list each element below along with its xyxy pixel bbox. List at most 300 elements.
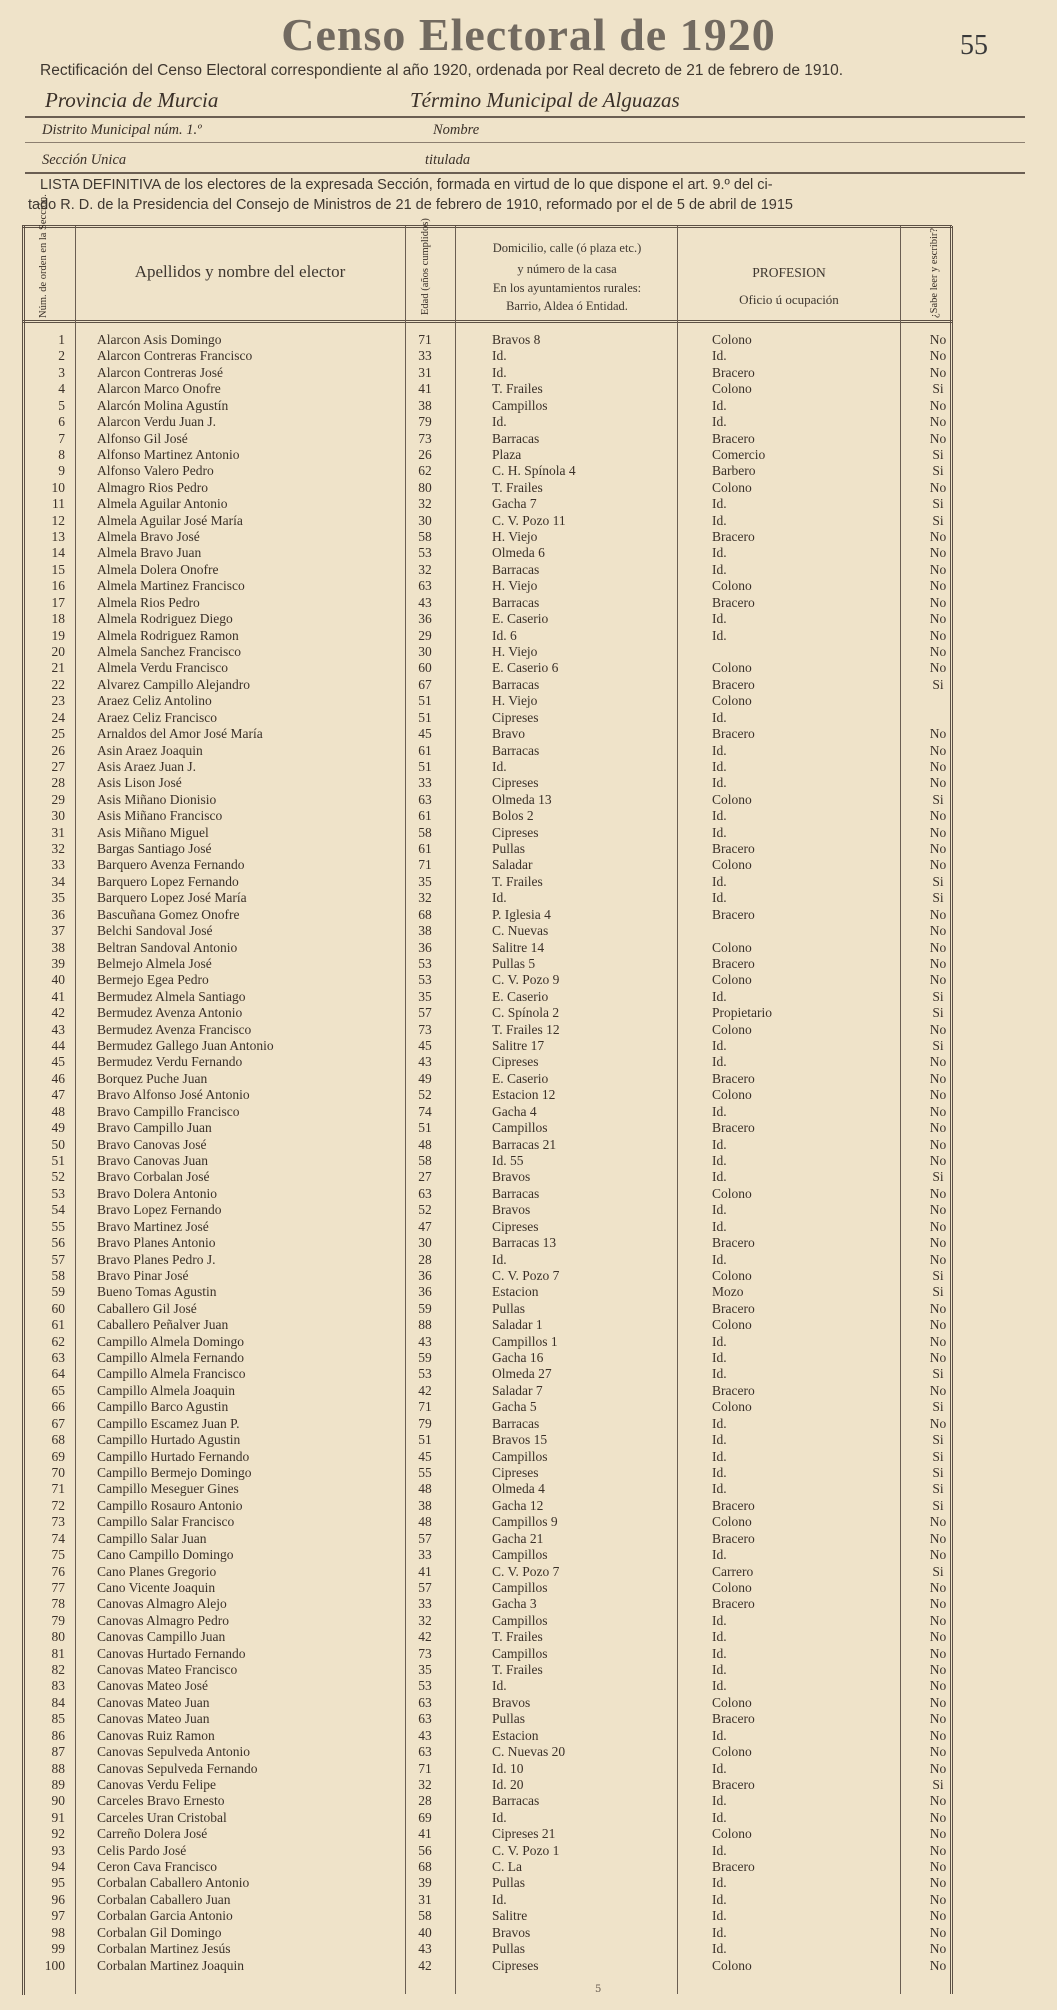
elector-domicilio: Plaza [492, 446, 522, 462]
elector-domicilio: T. Frailes [492, 1662, 543, 1678]
table-row [22, 1744, 952, 1760]
row-number: 20 [51, 643, 65, 659]
sabe-leer-escribir: No [929, 1202, 947, 1218]
elector-profesion: Bracero [712, 726, 755, 742]
table-row [22, 414, 952, 430]
row-number: 89 [51, 1776, 65, 1792]
sabe-leer-escribir: Si [932, 463, 944, 479]
elector-domicilio: C. Spínola 2 [492, 1005, 560, 1021]
table-row [22, 677, 952, 693]
table-row [22, 1498, 952, 1514]
elector-name: Corbalan Gil Domingo [97, 1924, 222, 1940]
elector-profesion: Id. [712, 988, 727, 1004]
table-row [22, 644, 952, 660]
row-number: 79 [51, 1612, 65, 1628]
elector-name: Almela Bravo Juan [97, 545, 202, 561]
elector-age: 45 [418, 726, 432, 742]
table-row [22, 1596, 952, 1612]
header-dom-3: En los ayuntamientos rurales: [492, 281, 642, 295]
row-number: 65 [51, 1382, 65, 1398]
row-number: 1 [58, 332, 65, 347]
table-row [22, 1054, 952, 1070]
elector-age: 36 [418, 1267, 432, 1283]
elector-age: 43 [418, 1941, 432, 1957]
table-row [22, 1087, 952, 1103]
elector-name: Canovas Verdu Felipe [97, 1776, 216, 1792]
elector-age: 53 [418, 972, 432, 988]
elector-profesion: Bracero [712, 1300, 755, 1316]
row-number: 17 [51, 594, 65, 610]
elector-profesion: Id. [712, 1875, 727, 1891]
elector-domicilio: Estacion 12 [492, 1087, 556, 1103]
elector-name: Bermudez Verdu Fernando [97, 1054, 243, 1070]
table-row [22, 1317, 952, 1333]
sabe-leer-escribir: No [929, 1859, 947, 1875]
table-row [22, 1908, 952, 1924]
sabe-leer-escribir: No [929, 939, 947, 955]
elector-profesion: Propietario [712, 1005, 772, 1021]
lista-definitiva-line-1: LISTA DEFINITIVA de los electores de la expresada Sección, formada en virtud de lo que dispone el art. 9.º del ci- [40, 177, 773, 193]
elector-name: Campillo Meseguer Gines [97, 1481, 239, 1497]
elector-name: Almela Rodriguez Diego [97, 611, 233, 627]
sabe-leer-escribir: No [929, 1070, 947, 1086]
table-row [22, 759, 952, 775]
sabe-leer-escribir: No [929, 1153, 947, 1168]
elector-domicilio: C. H. Spínola 4 [492, 463, 576, 479]
elector-name: Asis Miñano Miguel [97, 824, 209, 840]
elector-age: 58 [418, 529, 432, 545]
elector-name: Bravo Planes Pedro J. [97, 1251, 216, 1267]
elector-name: Bravo Campillo Juan [97, 1120, 212, 1136]
elector-name: Canovas Mateo Francisco [97, 1662, 238, 1678]
elector-profesion: Id. [712, 1645, 727, 1661]
table-row [22, 825, 952, 841]
table-row [22, 1547, 952, 1563]
seccion: Sección Unica [42, 152, 127, 168]
elector-domicilio: C. V. Pozo 7 [492, 1563, 560, 1579]
elector-domicilio: Bolos 2 [492, 808, 534, 824]
row-number: 25 [51, 726, 65, 742]
sabe-leer-escribir: No [929, 742, 947, 758]
table-row [22, 348, 952, 364]
elector-name: Almela Verdu Francisco [97, 660, 228, 676]
elector-age: 45 [418, 1448, 432, 1464]
row-number: 91 [51, 1809, 65, 1825]
elector-age: 36 [418, 939, 432, 955]
sabe-leer-escribir: No [929, 1727, 947, 1743]
elector-age: 51 [418, 1120, 432, 1136]
elector-age: 38 [418, 923, 432, 939]
elector-name: Bravo Canovas Juan [97, 1153, 208, 1168]
elector-age: 32 [418, 561, 432, 577]
elector-profesion: Colono [712, 1744, 752, 1760]
titulada-label: titulada [425, 152, 471, 168]
elector-profesion: Id. [712, 1464, 727, 1480]
elector-name: Campillo Salar Juan [97, 1530, 207, 1546]
elector-domicilio: Bravos [492, 1169, 531, 1185]
sabe-leer-escribir: No [929, 1645, 947, 1661]
elector-name: Bravo Pinar José [97, 1267, 189, 1283]
sabe-leer-escribir: No [929, 643, 947, 659]
elector-age: 61 [418, 808, 432, 824]
elector-domicilio: Olmeda 4 [492, 1481, 545, 1497]
elector-name: Bravo Corbalan José [97, 1169, 210, 1185]
elector-name: Alarcón Molina Agustín [97, 397, 229, 413]
elector-domicilio: Campillos [492, 1612, 548, 1628]
table-row [22, 1481, 952, 1497]
elector-profesion: Id. [712, 1218, 727, 1234]
sabe-leer-escribir: No [929, 1579, 947, 1595]
row-number: 95 [51, 1875, 65, 1891]
table-row [22, 857, 952, 873]
elector-age: 60 [418, 660, 432, 676]
sabe-leer-escribir: No [929, 529, 947, 545]
elector-profesion: Id. [712, 1153, 727, 1168]
elector-name: Canovas Campillo Juan [97, 1629, 226, 1645]
divider [25, 172, 1025, 174]
sabe-leer-escribir: No [929, 1021, 947, 1037]
row-number: 34 [51, 873, 65, 889]
elector-domicilio: Gacha 7 [492, 496, 537, 512]
elector-profesion: Colono [712, 1267, 752, 1283]
row-number: 45 [51, 1054, 65, 1070]
elector-profesion: Id. [712, 627, 727, 643]
row-number: 29 [51, 791, 65, 807]
elector-name: Corbalan Caballero Juan [97, 1891, 231, 1907]
elector-name: Barquero Avenza Fernando [97, 857, 245, 873]
row-number: 21 [51, 660, 65, 676]
row-number: 88 [51, 1760, 65, 1776]
table-row [22, 743, 952, 759]
row-number: 38 [51, 939, 65, 955]
elector-age: 33 [418, 775, 432, 791]
elector-profesion: Bracero [712, 1235, 755, 1251]
sabe-leer-escribir: No [929, 1826, 947, 1842]
elector-name: Carreño Dolera José [97, 1826, 208, 1842]
sabe-leer-escribir: Si [932, 1776, 944, 1792]
table-row [22, 989, 952, 1005]
row-number: 5 [58, 397, 65, 413]
elector-age: 49 [418, 1070, 432, 1086]
elector-name: Campillo Barco Agustin [97, 1399, 229, 1415]
elector-name: Almela Aguilar José María [97, 512, 243, 528]
elector-domicilio: Barracas 13 [492, 1235, 557, 1251]
elector-domicilio: Gacha 12 [492, 1497, 544, 1513]
elector-name: Carceles Uran Cristobal [97, 1809, 227, 1825]
row-number: 59 [51, 1284, 65, 1300]
elector-profesion: Id. [712, 1678, 727, 1694]
sabe-leer-escribir: No [929, 1629, 947, 1645]
elector-domicilio: H. Viejo [492, 578, 538, 594]
sabe-leer-escribir: No [929, 775, 947, 791]
table-row [22, 611, 952, 627]
row-number: 18 [51, 611, 65, 627]
divider [25, 142, 1025, 143]
row-number: 7 [58, 430, 65, 446]
table-row [22, 1564, 952, 1580]
elector-name: Cano Campillo Domingo [97, 1547, 234, 1563]
elector-domicilio: H. Viejo [492, 529, 538, 545]
elector-profesion: Id. [712, 1891, 727, 1907]
elector-name: Corbalan Garcia Antonio [97, 1908, 233, 1924]
table-top-rule [22, 225, 952, 228]
elector-domicilio: Pullas [492, 1711, 526, 1727]
elector-name: Corbalan Martinez Joaquin [97, 1957, 244, 1973]
table-row [22, 1925, 952, 1941]
sabe-leer-escribir: No [929, 1662, 947, 1678]
table-row [22, 1892, 952, 1908]
sabe-leer-escribir: No [929, 594, 947, 610]
row-number: 82 [51, 1662, 65, 1678]
elector-profesion: Carrero [712, 1563, 754, 1579]
sabe-leer-escribir: No [929, 1382, 947, 1398]
elector-age: 33 [418, 348, 432, 364]
elector-name: Arnaldos del Amor José María [97, 726, 263, 742]
elector-age: 35 [418, 1662, 432, 1678]
row-number: 92 [51, 1826, 65, 1842]
elector-profesion: Colono [712, 660, 752, 676]
sabe-leer-escribir: No [929, 857, 947, 873]
elector-age: 58 [418, 824, 432, 840]
sabe-leer-escribir: Si [932, 1284, 944, 1300]
elector-domicilio: Gacha 4 [492, 1103, 537, 1119]
elector-name: Alarcon Contreras Francisco [97, 348, 253, 364]
sabe-leer-escribir: Si [932, 1497, 944, 1513]
table-row [22, 545, 952, 561]
elector-profesion: Colono [712, 1826, 752, 1842]
elector-age: 51 [418, 693, 432, 709]
elector-name: Campillo Salar Francisco [97, 1514, 235, 1530]
row-number: 8 [58, 446, 65, 462]
elector-age: 63 [418, 578, 432, 594]
elector-profesion: Bracero [712, 594, 755, 610]
elector-age: 79 [418, 1415, 432, 1431]
elector-name: Alvarez Campillo Alejandro [97, 676, 250, 692]
elector-profesion: Bracero [712, 1070, 755, 1086]
elector-name: Almela Bravo José [97, 529, 200, 545]
row-number: 22 [51, 676, 65, 692]
elector-profesion: Id. [712, 414, 727, 430]
row-number: 35 [51, 890, 65, 906]
table-row [22, 907, 952, 923]
elector-domicilio: Campillos [492, 1448, 548, 1464]
elector-age: 41 [418, 381, 432, 397]
row-number: 10 [51, 479, 65, 495]
table-row [22, 578, 952, 594]
elector-age: 43 [418, 1333, 432, 1349]
sabe-leer-escribir: No [929, 1251, 947, 1267]
row-number: 85 [51, 1711, 65, 1727]
elector-name: Bravo Alfonso José Antonio [97, 1087, 250, 1103]
elector-domicilio: Bravos [492, 1694, 531, 1710]
elector-age: 42 [418, 1629, 432, 1645]
sabe-leer-escribir: No [929, 1842, 947, 1858]
table-row [22, 792, 952, 808]
elector-age: 62 [418, 463, 432, 479]
elector-profesion: Bracero [712, 430, 755, 446]
elector-domicilio: Campillos 1 [492, 1333, 558, 1349]
elector-profesion: Id. [712, 1842, 727, 1858]
elector-domicilio: Campillos [492, 1579, 548, 1595]
table-row [22, 1646, 952, 1662]
elector-name: Asis Miñano Francisco [97, 808, 223, 824]
row-number: 23 [51, 693, 65, 709]
elector-name: Campillo Hurtado Fernando [97, 1448, 250, 1464]
elector-name: Alfonso Martinez Antonio [97, 446, 240, 462]
sabe-leer-escribir: No [929, 332, 947, 347]
sabe-leer-escribir: No [929, 1235, 947, 1251]
elector-age: 52 [418, 1087, 432, 1103]
row-number: 80 [51, 1629, 65, 1645]
row-number: 63 [51, 1350, 65, 1366]
elector-age: 35 [418, 873, 432, 889]
elector-profesion: Colono [712, 791, 752, 807]
row-number: 52 [51, 1169, 65, 1185]
elector-age: 55 [418, 1464, 432, 1480]
elector-profesion: Colono [712, 1399, 752, 1415]
sabe-leer-escribir: No [929, 841, 947, 857]
elector-age: 57 [418, 1530, 432, 1546]
elector-domicilio: C. Nuevas [492, 923, 549, 939]
elector-name: Bermudez Almela Santiago [97, 988, 246, 1004]
elector-age: 51 [418, 758, 432, 774]
table-row [22, 1678, 952, 1694]
row-number: 4 [58, 381, 65, 397]
elector-profesion: Bracero [712, 906, 755, 922]
elector-age: 71 [418, 1760, 432, 1776]
elector-age: 73 [418, 430, 432, 446]
elector-name: Almela Aguilar Antonio [97, 496, 228, 512]
table-row [22, 628, 952, 644]
elector-age: 30 [418, 512, 432, 528]
elector-age: 71 [418, 857, 432, 873]
sabe-leer-escribir: No [929, 1087, 947, 1103]
elector-age: 48 [418, 1136, 432, 1152]
sabe-leer-escribir: No [929, 1333, 947, 1349]
table-row [22, 1137, 952, 1153]
table-row [22, 1268, 952, 1284]
elector-name: Canovas Ruiz Ramon [97, 1727, 215, 1743]
header-name: Apellidos y nombre del elector [134, 262, 346, 281]
elector-name: Bargas Santiago José [97, 841, 212, 857]
elector-age: 68 [418, 1859, 432, 1875]
elector-domicilio: Id. [492, 1251, 507, 1267]
elector-domicilio: T. Frailes [492, 873, 543, 889]
lista-definitiva-line-2: tado R. D. de la Presidencia del Consejo de Ministros de 21 de febrero de 1910, reformado por el de 5 de abril de 1915 [28, 197, 793, 213]
table-row [22, 1334, 952, 1350]
row-number: 71 [51, 1481, 65, 1497]
elector-name: Almela Martinez Francisco [97, 578, 245, 594]
elector-name: Alarcon Asis Domingo [97, 332, 222, 347]
sabe-leer-escribir: No [929, 1875, 947, 1891]
elector-name: Belchi Sandoval José [97, 923, 213, 939]
sabe-leer-escribir: No [929, 1957, 947, 1973]
sabe-leer-escribir: Si [932, 1169, 944, 1185]
elector-domicilio: Pullas [492, 1300, 526, 1316]
page-title: Censo Electoral de 1920 [281, 9, 776, 60]
row-number: 3 [58, 364, 65, 380]
row-number: 96 [51, 1891, 65, 1907]
table-row [22, 1465, 952, 1481]
elector-name: Almela Sanchez Francisco [97, 643, 241, 659]
elector-name: Campillo Rosauro Antonio [97, 1497, 243, 1513]
row-number: 42 [51, 1005, 65, 1021]
elector-profesion: Id. [712, 1809, 727, 1825]
elector-profesion: Id. [712, 1760, 727, 1776]
elector-domicilio: T. Frailes [492, 1629, 543, 1645]
elector-age: 73 [418, 1021, 432, 1037]
row-number: 44 [51, 1038, 65, 1054]
elector-name: Campillo Almela Fernando [97, 1350, 244, 1366]
sabe-leer-escribir: No [929, 1415, 947, 1431]
table-row [22, 1514, 952, 1530]
elector-name: Canovas Sepulveda Fernando [97, 1760, 258, 1776]
elector-profesion: Bracero [712, 676, 755, 692]
elector-domicilio: Salitre [492, 1908, 528, 1924]
elector-age: 63 [418, 791, 432, 807]
elector-name: Caballero Gil José [97, 1300, 197, 1316]
sabe-leer-escribir: Si [932, 676, 944, 692]
elector-age: 80 [418, 479, 432, 495]
sabe-leer-escribir: No [929, 479, 947, 495]
row-number: 74 [51, 1530, 65, 1546]
row-number: 28 [51, 775, 65, 791]
sabe-leer-escribir: Si [932, 1464, 944, 1480]
table-row [22, 595, 952, 611]
sabe-leer-escribir: No [929, 1300, 947, 1316]
elector-profesion: Id. [712, 1612, 727, 1628]
elector-domicilio: Bravos 15 [492, 1432, 548, 1448]
row-number: 14 [51, 545, 65, 561]
elector-domicilio: Cipreses [492, 824, 539, 840]
sabe-leer-escribir: No [929, 1103, 947, 1119]
row-number: 83 [51, 1678, 65, 1694]
row-number: 67 [51, 1415, 65, 1431]
elector-age: 33 [418, 1596, 432, 1612]
elector-name: Asis Lison José [97, 775, 182, 791]
table-row [22, 1761, 952, 1777]
elector-name: Bueno Tomas Agustin [97, 1284, 217, 1300]
row-number: 13 [51, 529, 65, 545]
elector-age: 41 [418, 1563, 432, 1579]
elector-age: 53 [418, 545, 432, 561]
elector-age: 57 [418, 1579, 432, 1595]
elector-name: Borquez Puche Juan [97, 1070, 208, 1086]
header-sabe: ¿Sabe leer y escribir? [929, 227, 940, 318]
row-number: 33 [51, 857, 65, 873]
row-number: 51 [51, 1153, 65, 1168]
elector-profesion: Bracero [712, 841, 755, 857]
elector-domicilio: E. Caserio 6 [492, 660, 559, 676]
header-dom-4: Barrio, Aldea ó Entidad. [506, 299, 628, 313]
row-number: 58 [51, 1267, 65, 1283]
elector-profesion: Bracero [712, 1596, 755, 1612]
elector-name: Canovas Mateo Juan [97, 1694, 210, 1710]
elector-name: Almela Rios Pedro [97, 594, 200, 610]
row-number: 64 [51, 1366, 65, 1382]
elector-age: 40 [418, 1924, 432, 1940]
elector-name: Bravo Planes Antonio [97, 1235, 216, 1251]
row-number: 76 [51, 1563, 65, 1579]
elector-age: 27 [418, 1169, 432, 1185]
elector-domicilio: Pullas [492, 1875, 526, 1891]
elector-name: Canovas Mateo Juan [97, 1711, 210, 1727]
elector-profesion: Id. [712, 1054, 727, 1070]
elector-age: 58 [418, 1908, 432, 1924]
elector-age: 71 [418, 332, 432, 347]
elector-name: Asin Araez Joaquin [97, 742, 203, 758]
sabe-leer-escribir: No [929, 1530, 947, 1546]
